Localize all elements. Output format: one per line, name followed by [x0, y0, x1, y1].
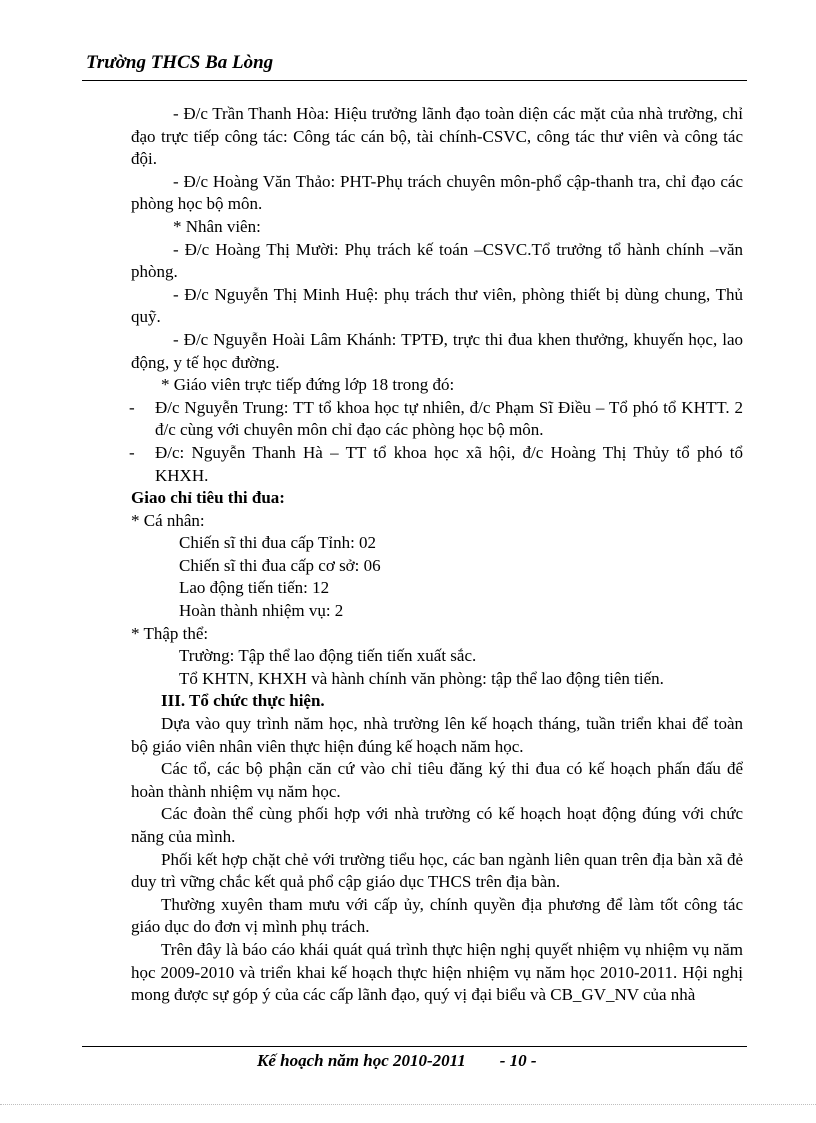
target-item: Trường: Tập thể lao động tiến tiến xuất sắc.: [179, 646, 477, 666]
paragraph: * Giáo viên trực tiếp đứng lớp 18 trong đó:: [161, 375, 455, 395]
bullet-text: Đ/c Nguyễn Trung: TT tổ khoa học tự nhiên, đ/c Phạm Sĩ Điều – Tổ phó tổ KHTT. 2 đ/c cùng với chuyên môn chỉ đạo các phòng học bộ môn.: [155, 397, 743, 440]
paragraph: Phối kết hợp chặt chẻ với trường tiểu học, các ban ngành liên quan trên địa bàn xã đẻ duy trì vững chắc kết quả phổ cập giáo dục THCS trên địa bàn.: [131, 849, 743, 892]
section-heading: III. Tổ chức thực hiện.: [161, 691, 325, 711]
body-text: [131, 103, 743, 1007]
paragraph: - Đ/c Nguyễn Hoài Lâm Khánh: TPTĐ, trực thi đua khen thưởng, khuyến học, lao động, y tế học đường.: [131, 329, 743, 372]
paragraph: Các đoàn thể cùng phối hợp với nhà trường có kế hoạch hoạt động đúng với chức năng của mình.: [131, 804, 743, 846]
bullet-marker: -: [129, 442, 135, 462]
header-rule: [82, 80, 747, 81]
section-heading: Giao chỉ tiêu thi đua:: [131, 488, 285, 508]
target-item: Lao động tiến tiến: 12: [179, 578, 330, 598]
target-item: Chiến sĩ thi đua cấp Tỉnh: 02: [179, 533, 377, 553]
target-item: Tổ KHTN, KHXH và hành chính văn phòng: tập thể lao động tiên tiến.: [179, 668, 664, 688]
paragraph: - Đ/c Hoàng Thị Mười: Phụ trách kế toán –CSVC.Tổ trưởng tổ hành chính –văn phòng.: [131, 239, 743, 282]
bullet-item: [131, 397, 743, 442]
paragraph: Trên đây là báo cáo khái quát quá trình thực hiện nghị quyết nhiệm vụ nhiệm vụ năm học 2009-2010 và triển khai kế hoạch thực hiện nhiệm vụ năm học 2010-2011. Hội nghị mong được sự góp ý của các cấp lãnh đạo, quý vị đại biểu và CB_GV_NV của nhà: [131, 939, 743, 1005]
subheading: * Cá nhân:: [131, 510, 205, 530]
paragraph: - Đ/c Hoàng Văn Thảo: PHT-Phụ trách chuyên môn-phổ cập-thanh tra, chỉ đạo các phòng học bộ môn.: [131, 171, 743, 214]
footer-rule: [82, 1046, 747, 1047]
target-item: Hoàn thành nhiệm vụ: 2: [179, 601, 344, 621]
bullet-marker: -: [129, 397, 135, 417]
bullet-item: [131, 442, 743, 487]
paragraph: - Đ/c Nguyễn Thị Minh Huệ: phụ trách thư viên, phòng thiết bị dùng chung, Thủ quỹ.: [131, 284, 743, 327]
paragraph: Dựa vào quy trình năm học, nhà trường lên kế hoạch tháng, tuần triển khai để toàn bộ giáo viên nhân viên thực hiện đúng kế hoạch năm học.: [131, 714, 743, 756]
target-item: Chiến sĩ thi đua cấp cơ sở: 06: [179, 555, 381, 575]
page-break-line: [0, 1104, 816, 1105]
paragraph: Các tổ, các bộ phận căn cứ vào chỉ tiêu đăng ký thi đua có kế hoạch phấn đấu để hoàn thành nhiệm vụ năm học.: [131, 759, 743, 801]
header-school-name: Trường THCS Ba Lòng: [86, 52, 274, 73]
footer-text: Kế hoạch năm học 2010-2011 - 10 -: [257, 1051, 537, 1070]
bullet-text: Đ/c: Nguyễn Thanh Hà – TT tổ khoa học xã hội, đ/c Hoàng Thị Thủy tổ phó tổ KHXH.: [155, 442, 743, 485]
paragraph: - Đ/c Trần Thanh Hòa: Hiệu trưởng lãnh đạo toàn diện các mặt của nhà trường, chỉ đạo trực tiếp công tác: Công tác cán bộ, tài chính-CSVC, công tác thư viên và công tác đội.: [131, 104, 743, 169]
paragraph: Thường xuyên tham mưu với cấp ủy, chính quyền địa phương để làm tốt công tác giáo dục do đơn vị mình phụ trách.: [131, 894, 743, 937]
paragraph: * Nhân viên:: [173, 216, 261, 236]
subheading: * Thập thể:: [131, 623, 209, 643]
